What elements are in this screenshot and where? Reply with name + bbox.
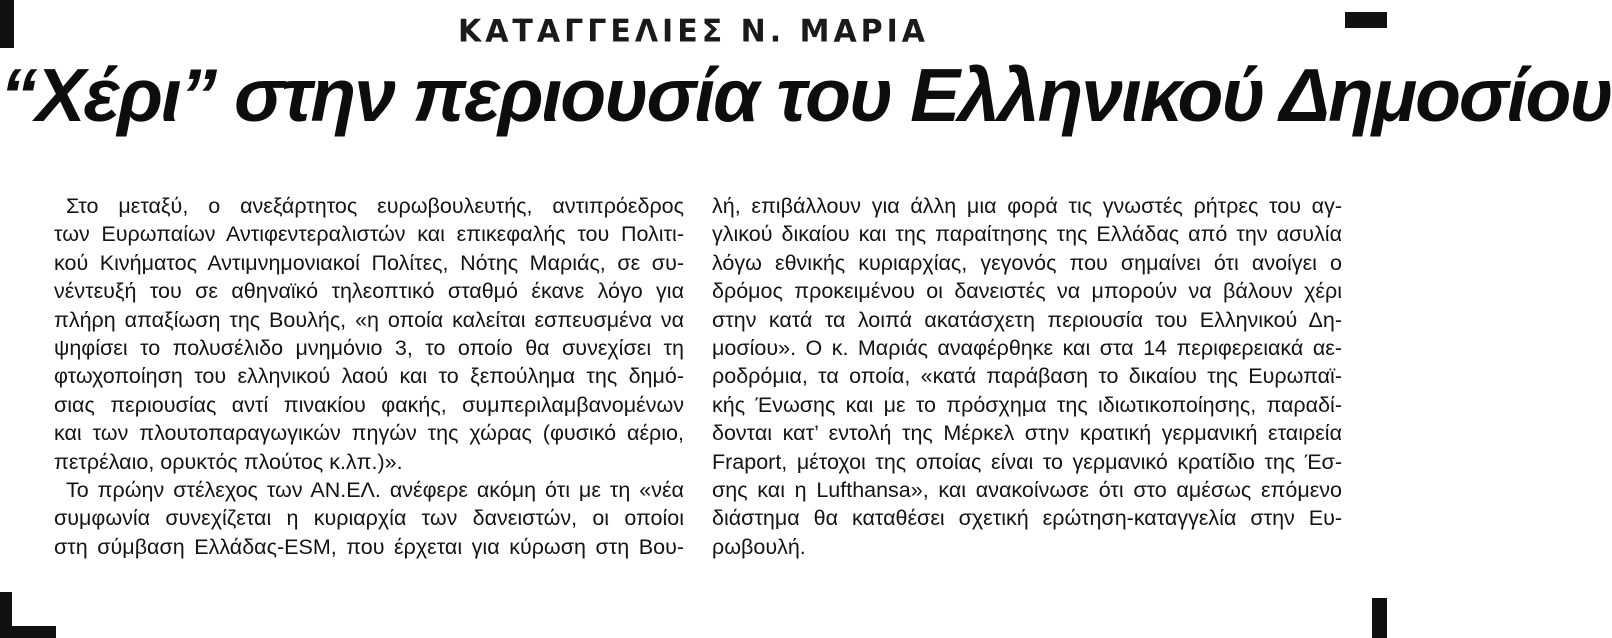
text-line: νέντευξή του σε αθηναϊκό τηλεοπτικό σταθμό έκανε λόγο για	[54, 279, 684, 304]
text-line: λή, επιβάλλουν για άλλη μια φορά τις γνωστές ρήτρες του αγ-	[712, 194, 1342, 218]
text-line: κής Ένωσης και με το πρόσχημα της ιδιωτικοποίησης, παραδί-	[712, 392, 1342, 417]
text-line: Το πρώην στέλεχος των ΑΝ.ΕΛ. ανέφερε ακόμη ότι με τη «νέα	[66, 478, 684, 503]
article-column-right	[712, 192, 1342, 561]
scan-mark-bottom-left-bar	[0, 626, 56, 638]
text-line: ροδρόμια, τα οποία, «κατά παράβαση το δικαίου της Ευρωπαϊ-	[712, 364, 1342, 389]
text-line: μοσίου». Ο κ. Μαριάς αναφέρθηκε και στα 14 περιφερειακά αε-	[712, 336, 1342, 361]
text-line: Fraport, μέτοχοι της οποίας είναι το γερμανικό κρατίδιο της Έσ-	[712, 449, 1342, 474]
text-line: και των πλουτοπαραγωγικών πηγών της χώρας (φυσικό αέριο,	[54, 421, 684, 446]
section-kicker: ΚΑΤΑΓΓΕΛΙΕΣ Ν. ΜΑΡΙΑ	[457, 13, 930, 50]
text-line: συμφωνία συνεχίζεται η κυριαρχία των δανειστών, οι οποίοι	[54, 506, 684, 531]
text-line: Στο μεταξύ, ο ανεξάρτητος ευρωβουλευτής, αντιπρόεδρος	[66, 194, 684, 218]
scan-mark-bottom-right	[1372, 598, 1387, 638]
text-line: στην κατά τα λοιπά ακατάσχετη περιουσία του Ελληνικού Δη-	[712, 307, 1342, 332]
text-line: κού Κινήματος Αντιμνημονιακοί Πολίτες, Νότης Μαριάς, σε συ-	[54, 250, 684, 275]
text-line: λόγω εθνικής κυριαρχίας, γεγονός που σημαίνει ότι ανοίγει ο	[712, 250, 1342, 275]
text-line: φτωχοποίηση του ελληνικού λαού και το ξεπούλημα της δημό-	[54, 364, 684, 389]
text-line: γλικού δικαίου και της παραίτησης της Ελλάδας από την ασυλία	[712, 222, 1342, 247]
text-line: πλήρη απαξίωση της Βουλής, «η οποία καλείται εσπευσμένα να	[54, 307, 684, 332]
text-line: ψηφίσει το πολυσέλιδο μνημόνιο 3, το οποίο θα συνεχίσει τη	[54, 336, 684, 361]
text-line: ρωβουλή.	[712, 534, 806, 559]
text-line: δονται κατ’ εντολή της Μέρκελ στην κρατική γερμανική εταιρεία	[712, 421, 1342, 446]
text-line: δρόμος προκειμένου οι δανειστές να μπορούν να βάλουν χέρι	[712, 279, 1342, 304]
text-line: σης και η Lufthansa», και ανακοίνωσε ότι στο αμέσως επόμενο	[712, 478, 1342, 503]
text-line: διάστημα θα καταθέσει σχετική ερώτηση-καταγγελία στην Ευ-	[712, 506, 1342, 531]
text-line: στη σύμβαση Ελλάδας-ESM, που έρχεται για κύρωση στη Βου-	[54, 534, 684, 559]
text-line: σιας περιουσίας αντί πινακίου φακής, συμπεριλαμβανομένων	[54, 392, 684, 417]
text-line: πετρέλαιο, ορυκτός πλούτος κ.λπ.)».	[54, 449, 403, 474]
article-headline: “Χέρι” στην περιουσία του Ελληνικού Δημοσίου	[0, 53, 1612, 137]
text-line: των Ευρωπαίων Αντιφεντεραλιστών και επικεφαλής του Πολιτι-	[54, 222, 684, 247]
article-column-left	[54, 192, 684, 561]
